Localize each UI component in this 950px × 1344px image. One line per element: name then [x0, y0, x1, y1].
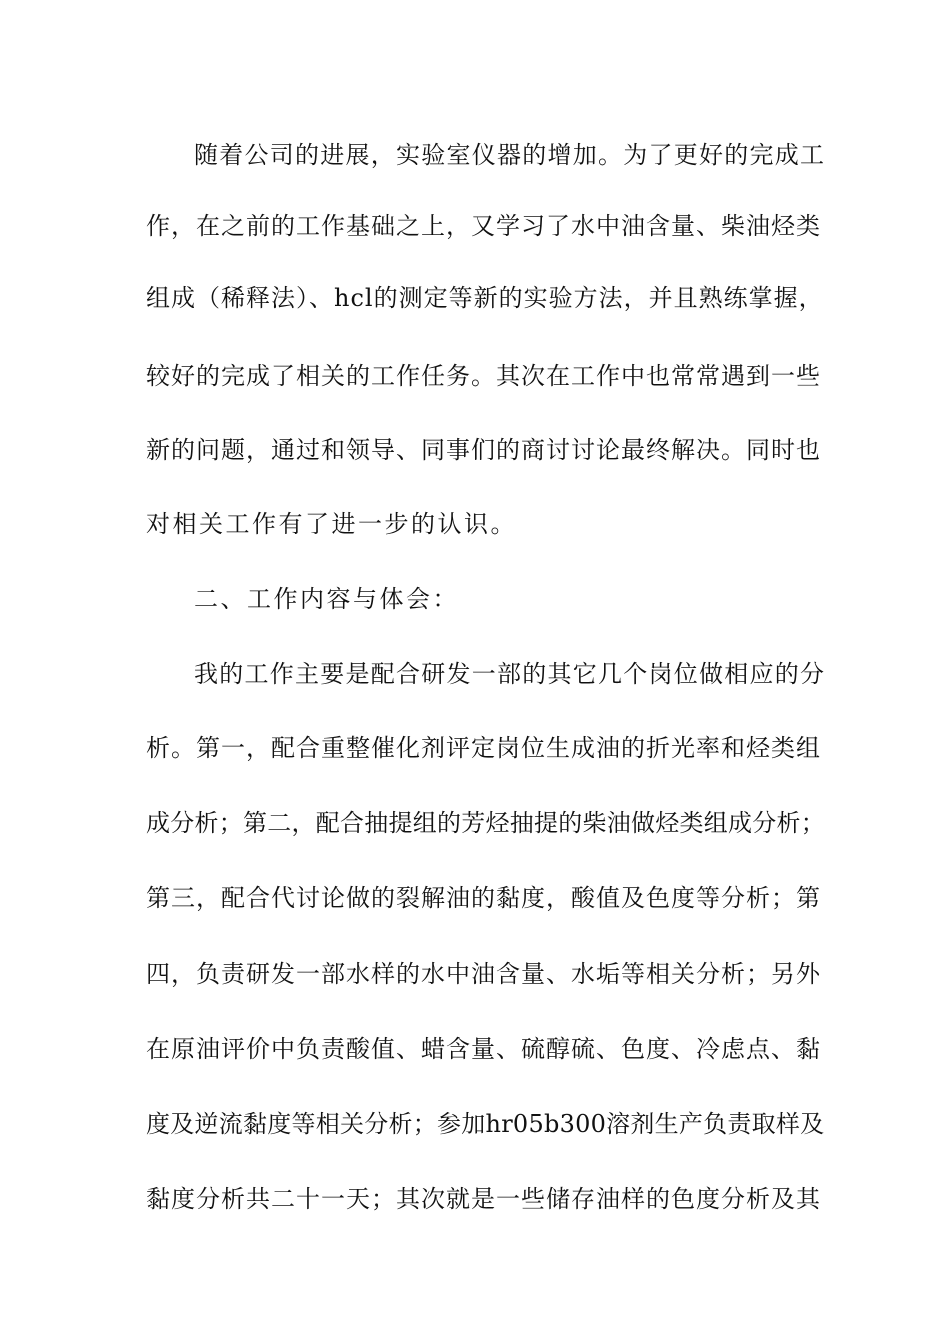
text-line: 较好的完成了相关的工作任务。其次在工作中也常常遇到一些	[146, 362, 821, 390]
text-line: 度及逆流黏度等相关分析；参加hr05b300溶剂生产负责取样及	[146, 1110, 825, 1138]
text-line: 四，负责研发一部水样的水中油含量、水垢等相关分析；另外	[146, 960, 821, 988]
text-line: 作，在之前的工作基础之上，又学习了水中油含量、柴油烃类	[146, 212, 821, 240]
section-heading: 二、工作内容与体会：	[194, 585, 459, 613]
text-line: 新的问题，通过和领导、同事们的商讨讨论最终解决。同时也	[146, 436, 821, 464]
text-line: 析。第一，配合重整催化剂评定岗位生成油的折光率和烃类组	[146, 734, 821, 762]
text-line: 我的工作主要是配合研发一部的其它几个岗位做相应的分	[194, 660, 826, 688]
text-line: 第三，配合代讨论做的裂解油的黏度，酸值及色度等分析；第	[146, 884, 821, 912]
text-line: 组成（稀释法）、hcl的测定等新的实验方法，并且熟练掌握，	[146, 284, 824, 312]
text-line: 成分析；第二，配合抽提组的芳烃抽提的柴油做烃类组成分析；	[146, 809, 825, 837]
text-line: 随着公司的进展，实验室仪器的增加。为了更好的完成工	[194, 141, 826, 169]
text-line: 在原油评价中负责酸值、蜡含量、硫醇硫、色度、冷虑点、黏	[146, 1035, 821, 1063]
text-line: 对相关工作有了进一步的认识。	[146, 510, 517, 538]
text-line: 黏度分析共二十一天；其次就是一些储存油样的色度分析及其	[146, 1185, 821, 1213]
